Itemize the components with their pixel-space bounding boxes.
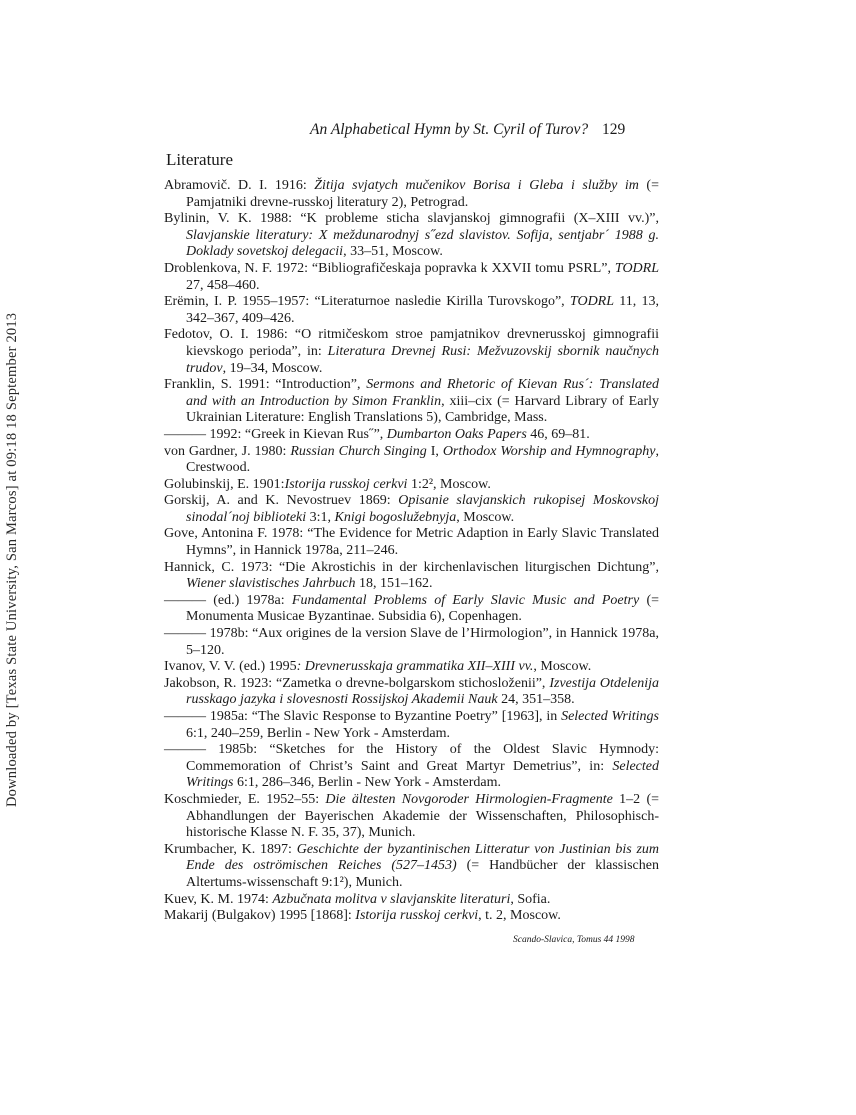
reference-italic-segment: Selected Writings bbox=[561, 709, 659, 724]
reference-entry bbox=[164, 444, 659, 477]
reference-segment: ——— 1985a: “The Slavic Response to Byzantine Poetry” [1963], in bbox=[164, 709, 562, 724]
reference-entry bbox=[164, 709, 659, 742]
reference-segment: , Moscow. bbox=[456, 509, 515, 525]
reference-segment: , 33–51, Moscow. bbox=[343, 244, 443, 260]
download-watermark: Downloaded by [Texas State University, San Marcos] at 09:18 18 September 2013 bbox=[4, 312, 20, 808]
reference-segment: (= Handbücher der klassischen Altertums-wissenschaft 9:1²), Munich. bbox=[186, 858, 659, 890]
reference-italic-segment: Sermons and Rhetoric of Kievan Rus´: Translated and with an Introduction by Simon Franklin bbox=[186, 377, 659, 409]
reference-italic-segment: Žitija svjatych mučenikov Borisa i Gleba i služby im bbox=[314, 178, 639, 193]
reference-italic-segment: Azbučnata molitva v slavjanskite literaturi bbox=[272, 891, 511, 907]
reference-segment: Koschmieder, E. 1952–55: bbox=[164, 791, 326, 807]
reference-entry bbox=[164, 211, 659, 261]
reference-entry bbox=[164, 742, 659, 792]
reference-segment: Krumbacher, K. 1897: bbox=[164, 841, 297, 857]
reference-segment: Ivanov, V. V. (ed.) 1995 bbox=[164, 659, 297, 675]
reference-entry bbox=[164, 593, 659, 626]
reference-segment: von Gardner, J. 1980: bbox=[164, 443, 291, 459]
reference-italic-segment: Dumbarton Oaks Papers bbox=[386, 426, 527, 442]
reference-segment: , t. 2, Moscow. bbox=[478, 908, 561, 924]
reference-segment: 6:1, 286–346, Berlin - New York - Amsterdam. bbox=[233, 775, 502, 791]
reference-segment: ——— 1992: “Greek in Kievan Rus˝”, bbox=[164, 426, 387, 442]
reference-italic-segment: Literatura Drevnej Rusi: Mežvuzovskij sbornik naučnych trudov bbox=[186, 343, 659, 376]
reference-entry bbox=[164, 427, 659, 444]
reference-segment: , xiii–cix (= Harvard Library of Early Ukrainian Literature: English Translations 5), Cambridge, Mass. bbox=[186, 393, 659, 426]
reference-segment: Abramovič. D. I. 1916: bbox=[164, 178, 315, 193]
reference-segment: , Moscow. bbox=[533, 659, 592, 675]
reference-segment: Franklin, S. 1991: “Introduction”, bbox=[164, 377, 367, 393]
reference-segment: (= Monumenta Musicae Byzantinae. Subsidia 6), Copenhagen. bbox=[186, 592, 659, 625]
reference-segment: 27, 458–460. bbox=[186, 277, 260, 293]
reference-segment: Erëmin, I. P. 1955–1957: “Literaturnoe nasledie Kirilla Turovskogo”, bbox=[164, 294, 570, 310]
reference-entry bbox=[164, 493, 659, 526]
reference-segment: , Sofia. bbox=[510, 891, 551, 907]
reference-list bbox=[164, 178, 659, 925]
reference-entry bbox=[164, 626, 659, 659]
reference-italic-segment: Die ältesten Novgoroder Hirmologien-Fragmente bbox=[325, 791, 613, 807]
reference-segment: 1:2², Moscow. bbox=[407, 476, 491, 492]
reference-entry bbox=[164, 526, 659, 559]
reference-entry bbox=[164, 178, 659, 211]
reference-segment: 18, 151–162. bbox=[355, 576, 433, 592]
reference-segment: Golubinskij, E. 1901: bbox=[164, 476, 285, 492]
reference-italic-segment: Russian Church Singing bbox=[290, 443, 427, 459]
reference-segment: , Crestwood. bbox=[186, 443, 660, 476]
reference-italic-segment: : Drevnerusskaja grammatika XII–XIII vv. bbox=[296, 659, 534, 675]
reference-italic-segment: Opisanie slavjanskich rukopisej Moskovskoj sinodal´noj biblioteki bbox=[186, 493, 660, 525]
reference-segment: Fedotov, O. I. 1986: “O ritmičeskom stroe pamjatnikov drevnerusskoj gimnografii kievskogo perioda”, in: bbox=[164, 327, 659, 359]
reference-italic-segment: Selected Writings bbox=[186, 758, 659, 791]
reference-segment: Droblenkova, N. F. 1972: “Bibliografičeskaja popravka k XXVII tomu PSRL”, bbox=[164, 260, 615, 276]
reference-italic-segment: Istorija russkoj cerkvi bbox=[284, 476, 408, 492]
reference-segment: , 19–34, Moscow. bbox=[222, 360, 323, 376]
reference-segment: 24, 351–358. bbox=[497, 692, 575, 708]
reference-italic-segment: Fundamental Problems of Early Slavic Music and Poetry bbox=[291, 592, 640, 608]
reference-segment: (= Pamjatniki drevne-russkoj literatury 2), Petrograd. bbox=[186, 178, 659, 210]
reference-italic-segment: TODRL bbox=[614, 260, 659, 276]
page-number: 129 bbox=[602, 121, 626, 138]
reference-segment: ——— 1978b: “Aux origines de la version Slave de l’Hirmologion”, in Hannick 1978a, 5–120. bbox=[164, 626, 659, 658]
reference-segment: Hannick, C. 1973: “Die Akrostichis in der kirchenlavischen liturgischen Dichtung”, bbox=[164, 559, 659, 575]
reference-segment: ——— (ed.) 1978a: bbox=[164, 592, 292, 608]
reference-segment: 6:1, 240–259, Berlin - New York - Amsterdam. bbox=[186, 725, 451, 741]
reference-segment: 3:1, bbox=[306, 509, 335, 525]
reference-entry bbox=[164, 261, 659, 294]
reference-entry bbox=[164, 327, 659, 377]
reference-segment: 11, 13, 342–367, 409–426. bbox=[186, 294, 659, 326]
reference-entry bbox=[164, 908, 659, 925]
reference-segment: Jakobson, R. 1923: “Zametka o drevne-bolgarskom stichosloženii”, bbox=[164, 675, 550, 691]
running-head-title: An Alphabetical Hymn by St. Cyril of Turov? bbox=[310, 121, 589, 138]
section-title: Literature bbox=[166, 150, 234, 169]
reference-entry bbox=[164, 560, 659, 593]
reference-segment: ——— 1985b: “Sketches for the History of the Oldest Slavic Hymnody: Commemoration of Christ’s Saint and Great Martyr Demetrius”, in: bbox=[164, 742, 659, 774]
reference-entry bbox=[164, 294, 659, 327]
reference-italic-segment: Istorija russkoj cerkvi bbox=[355, 908, 479, 924]
reference-italic-segment: Wiener slavistisches Jahrbuch bbox=[186, 576, 356, 592]
reference-entry bbox=[164, 477, 659, 494]
reference-entry bbox=[164, 792, 659, 842]
reference-entry bbox=[164, 377, 659, 427]
reference-italic-segment: Izvestija Otdelenija russkago jazyka i slovesnosti Rossijskoj Akademii Nauk bbox=[186, 675, 659, 708]
reference-italic-segment: Orthodox Worship and Hymnography bbox=[442, 443, 656, 459]
reference-segment: Gove, Antonina F. 1978: “The Evidence for Metric Adaption in Early Slavic Translated Hymns”, in Hannick 1978a, 211–246. bbox=[164, 526, 659, 559]
reference-entry bbox=[164, 892, 659, 909]
running-head bbox=[310, 121, 660, 139]
reference-segment: I, bbox=[426, 443, 443, 459]
reference-italic-segment: Knigi bogoslužebnyja bbox=[334, 509, 457, 525]
reference-italic-segment: Slavjanskie literatury: X meždunarodnyj s˝ezd slavistov. Sofija, sentjabr´ 1988 g. Doklady sovetskoj delegacii bbox=[186, 227, 659, 260]
reference-italic-segment: TODRL bbox=[569, 294, 615, 310]
reference-entry bbox=[164, 676, 659, 709]
reference-segment: Bylinin, V. K. 1988: “K probleme sticha slavjanskoj gimnografii (X–XIII vv.)”, bbox=[164, 211, 659, 227]
reference-segment: 46, 69–81. bbox=[526, 426, 590, 442]
journal-footer: Scando-Slavica, Tomus 44 1998 bbox=[513, 935, 635, 945]
reference-entry bbox=[164, 659, 659, 676]
reference-segment: Makarij (Bulgakov) 1995 [1868]: bbox=[164, 908, 356, 924]
reference-segment: Kuev, K. M. 1974: bbox=[164, 891, 273, 907]
reference-entry bbox=[164, 842, 659, 892]
reference-segment: Gorskij, A. and K. Nevostruev 1869: bbox=[164, 493, 399, 509]
reference-segment: 1–2 (= Abhandlungen der Bayerischen Akademie der Wissenschaften, Philosophisch-historische Klasse N. F. 35, 37), Munich. bbox=[186, 791, 660, 841]
reference-italic-segment: Geschichte der byzantinischen Litteratur von Justinian bis zum Ende des oströmischen Reiches (527–1453) bbox=[186, 841, 659, 874]
